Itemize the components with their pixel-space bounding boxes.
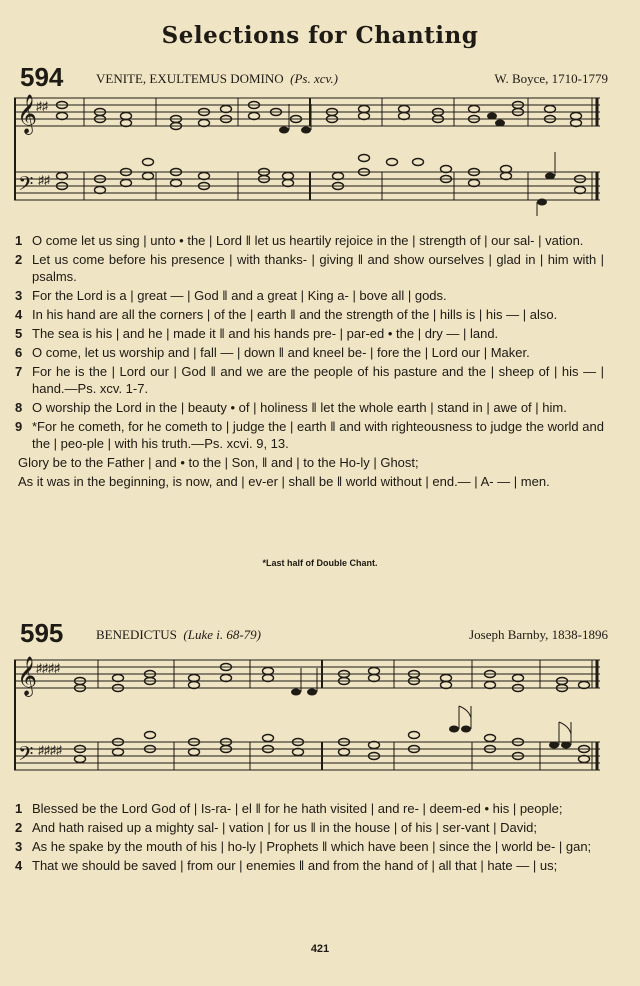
verse-9: 9 *For he cometh, for he cometh to | judge the | earth ‖ and with righteousness to judge the world and the | peo-ple | with his truth.—Ps. xcvi. 9, 13. — [15, 419, 604, 451]
verse-5: 5 The sea is his | and he | made it ‖ and his hands pre- | par-ed • the | dry — | land. — [15, 326, 499, 341]
page-title: Selections for Chanting — [161, 22, 479, 49]
verse-1: 1 O come let us sing | unto • the | Lord ‖ let us heartily rejoice in the | strength of | our sal- | vation. — [15, 233, 584, 248]
hymn-595-verses — [15, 800, 604, 876]
verse-7: 7 For he is the | Lord our | God ‖ and we are the people of his pasture and the | sheep of | his — | hand.—Ps. xcv. 1-7. — [15, 364, 604, 396]
svg-text:𝄢: 𝄢 — [18, 172, 34, 200]
verse-6: 6 O come, let us worship and | fall — | down ‖ and kneel be- | fore the | Lord our | Maker. — [15, 345, 530, 360]
hymn-594-verses — [15, 232, 604, 492]
svg-text:♯♯: ♯♯ — [36, 99, 48, 113]
svg-text:𝄞: 𝄞 — [17, 94, 38, 134]
hymn-594-music-staff — [14, 90, 606, 218]
hymn-595-music-staff — [14, 648, 606, 778]
hymn-title: VENITE, EXULTEMUS DOMINO (Ps. xcv.) — [96, 71, 338, 86]
svg-text:𝄞: 𝄞 — [17, 656, 38, 696]
hymn-594-header — [20, 60, 620, 90]
gloria-line-1: Glory be to the Father | and • to the | Son, ‖ and | to the Ho-ly | Ghost; — [18, 455, 419, 470]
verse-8: 8 O worship the Lord in the | beauty • of | holiness ‖ let the whole earth | stand in | awe of | him. — [15, 400, 567, 415]
hymn-composer: W. Boyce, 1710-1779 — [494, 71, 608, 86]
hymn-title: BENEDICTUS (Luke i. 68-79) — [96, 627, 262, 642]
hymn-number: 595 — [20, 618, 64, 648]
svg-text:𝄢: 𝄢 — [18, 742, 34, 770]
gloria-line-2: As it was in the beginning, is now, and | ev-er | shall be ‖ world without | end.— | A- — | men. — [18, 474, 550, 489]
verse-4: 4 That we should be saved | from our | enemies ‖ and from the hand of | all that | hate — | us; — [15, 858, 558, 873]
svg-text:♯♯♯♯: ♯♯♯♯ — [38, 743, 62, 757]
verse-3: 3 As he spake by the mouth of his | ho-ly | Prophets ‖ which have been | since the | world be- | gan; — [15, 839, 592, 854]
verse-3: 3 For the Lord is a | great — | God ‖ and a great | King a- | bove all | gods. — [15, 288, 447, 303]
svg-text:♯♯♯♯: ♯♯♯♯ — [36, 661, 60, 675]
footnote: *Last half of Double Chant. — [262, 558, 378, 568]
hymn-composer: Joseph Barnby, 1838-1896 — [469, 627, 608, 642]
svg-text:♯♯: ♯♯ — [38, 173, 50, 187]
verse-4: 4 In his hand are all the corners | of the | earth ‖ and the strength of the | hills is | his — | also. — [15, 307, 558, 322]
verse-2: 2 Let us come before his presence | with thanks- | giving ‖ and show ourselves | glad in | him with | psalms. — [15, 252, 604, 284]
page-number: 421 — [310, 943, 330, 955]
verse-2: 2 And hath raised up a mighty sal- | vation | for us ‖ in the house | of his | ser-vant | David; — [15, 820, 537, 835]
hymn-595-header — [20, 616, 620, 646]
hymn-number: 594 — [20, 62, 64, 92]
verse-1: 1 Blessed be the Lord God of | Is-ra- | el ‖ for he hath visited | and re- | deem-ed • his | people; — [15, 801, 563, 816]
